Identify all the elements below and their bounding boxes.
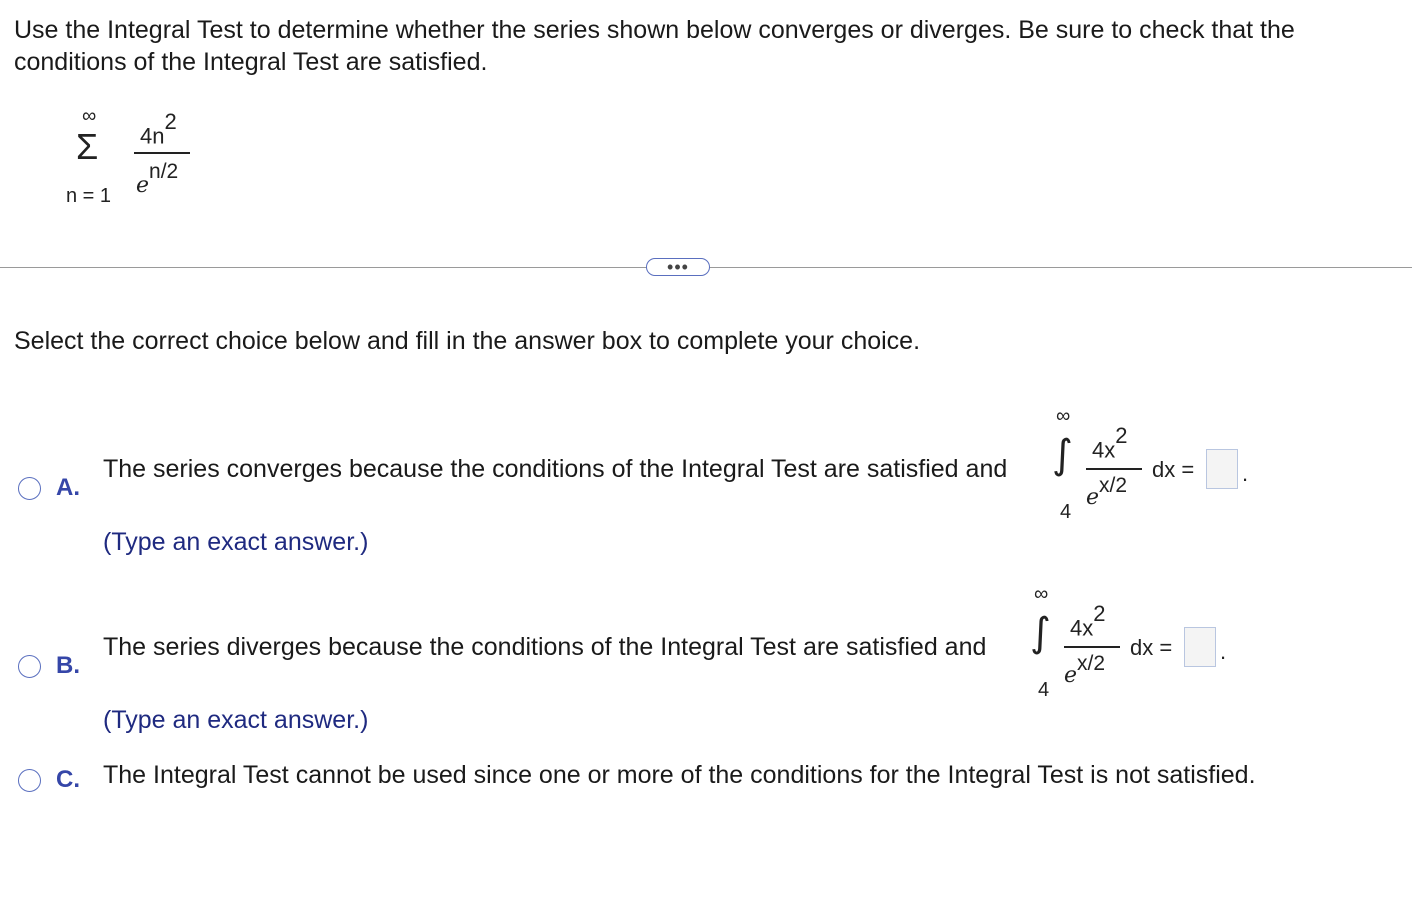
integral-symbol: ∫ bbox=[1030, 610, 1051, 656]
integrand-denominator: ex/2 bbox=[1086, 474, 1128, 510]
choice-b-hint: (Type an exact answer.) bbox=[103, 706, 369, 734]
series-lower-limit: n = 1 bbox=[66, 185, 112, 207]
choice-b-radio[interactable] bbox=[18, 655, 41, 678]
choice-b-period: . bbox=[1220, 639, 1227, 664]
choice-a-letter[interactable]: A. bbox=[56, 474, 80, 501]
choice-c-letter[interactable]: C. bbox=[56, 766, 80, 793]
series-numerator: $4n^2$ bbox=[140, 109, 177, 149]
choice-a-radio[interactable] bbox=[18, 477, 41, 500]
integrand-numerator: $4x^2$ bbox=[1092, 423, 1128, 463]
series-denominator: en/2 bbox=[136, 160, 179, 198]
choice-b-letter[interactable]: B. bbox=[56, 652, 80, 679]
integral-upper-limit: ∞ bbox=[1056, 405, 1071, 427]
integrand-denominator: ex/2 bbox=[1064, 652, 1106, 688]
choice-c-text: The Integral Test cannot be used since one or more of the conditions for the Integral Test is not satisfied. bbox=[103, 761, 1256, 789]
choice-a-period: . bbox=[1242, 461, 1249, 486]
choice-a-hint: (Type an exact answer.) bbox=[103, 528, 369, 556]
dx-label: dx = bbox=[1130, 635, 1173, 660]
integrand-numerator: $4x^2$ bbox=[1070, 601, 1106, 641]
integral-symbol: ∫ bbox=[1052, 432, 1073, 478]
integrand-fraction-bar bbox=[1086, 468, 1142, 470]
sigma-symbol: Σ bbox=[76, 126, 99, 167]
integral-lower-limit: 4 bbox=[1038, 679, 1050, 701]
dx-label: dx = bbox=[1152, 457, 1195, 482]
choice-a-text: The series converges because the conditions of the Integral Test are satisfied and bbox=[103, 455, 1008, 483]
integrand-fraction-bar bbox=[1064, 646, 1120, 648]
series-expression bbox=[60, 105, 200, 215]
choice-b-text: The series diverges because the conditions of the Integral Test are satisfied and bbox=[103, 633, 987, 661]
series-fraction-bar bbox=[134, 152, 190, 154]
choice-b-answer-box[interactable] bbox=[1184, 627, 1216, 667]
series-upper-limit: ∞ bbox=[82, 105, 97, 127]
choice-a-integral bbox=[1046, 405, 1256, 525]
question-prompt: Use the Integral Test to determine whether the series shown below converges or diverges. Be sure to check that the conditions of the Integral Test are satisfied. bbox=[14, 16, 1295, 76]
choice-c-radio[interactable] bbox=[18, 769, 41, 792]
integral-lower-limit: 4 bbox=[1060, 501, 1072, 523]
integral-upper-limit: ∞ bbox=[1034, 583, 1049, 605]
choice-b-integral bbox=[1024, 583, 1234, 703]
show-more-button[interactable]: ••• bbox=[646, 258, 710, 276]
choice-a-answer-box[interactable] bbox=[1206, 449, 1238, 489]
instruction-text: Select the correct choice below and fill in the answer box to complete your choice. bbox=[14, 327, 921, 355]
